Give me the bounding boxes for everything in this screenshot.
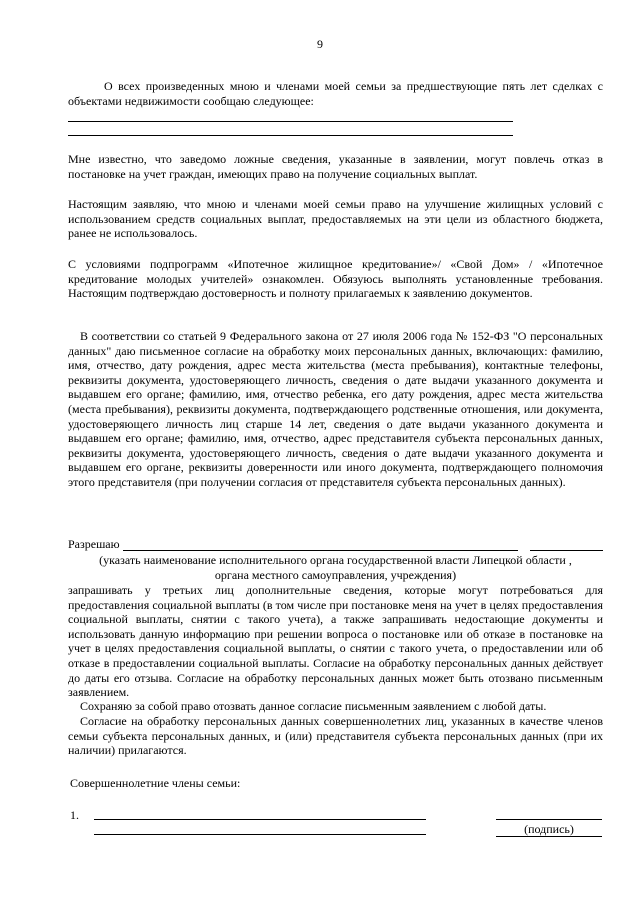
transactions-line-2 (68, 135, 513, 136)
no-prior-use-confirmation: Настоящим заявляю, что мною и членами моей семьи право на улучшение жилищных условий с использованием средств социальных выплат, предоставляемых на эти цели из областного бюджета, ранее не использовалось. (68, 197, 603, 241)
member-name-line-2 (94, 834, 426, 835)
withdraw-right: Сохраняю за собой право отозвать данное согласие письменным заявлением с любой даты. (80, 699, 547, 713)
transactions-line-1 (68, 121, 513, 122)
subprogram-conditions: С условиями подпрограмм «Ипотечное жилищное кредитование»/ «Свой Дом» / «Ипотечное кредитование молодых учителей» ознакомлен. Обязуюсь выполнять установленные требования. Настоящим подтверждаю достоверность и полноту прилагаемых к заявлению документов. (68, 257, 603, 301)
page-number: 9 (317, 37, 323, 51)
adult-members-heading: Совершеннолетние члены семьи: (70, 776, 241, 790)
personal-data-consent: В соответствии со статьей 9 Федерального закона от 27 июля 2006 года № 152-ФЗ "О персональных данных" даю письменное согласие на обработку моих персональных данных, включающих: фамилию, имя, отчество, дату рождения, адрес места жительства (места пребывания), контактные телефоны, реквизиты документа, удостоверяющего личность, сведения о дате выдачи указанного документа и выдавшем его органе; фамилию, имя, отчество ребенка, его дату рождения, адрес места жительства (места пребывания), реквизиты документа, подтверждающего родственные отношения, или документа, удостоверяющего личность лиц старше 14 лет, сведения о дате выдачи указанного документа и выдавшем его органе; фамилию, имя, отчество, адрес представителя субъекта персональных данных, реквизиты документа, удостоверяющего личность, сведения о дате выдачи указанного документа и выдавшем его органе, реквизиты доверенности или иного документа, подтверждающего полномочия этого представителя (при получении согласия от представителя субъекта персональных данных). (68, 329, 603, 489)
adult-members-consent: Согласие на обработку персональных данных совершеннолетних лиц, указанных в качестве членов семьи субъекта персональных данных, и (или) представителя субъекта персональных данных (при их наличии) прилагаются. (68, 714, 603, 758)
signature-caption-line (496, 836, 602, 837)
authorize-body: запрашивать у третьих лиц дополнительные сведения, которые могут потребоваться для предоставления социальной выплаты (в том числе при постановке меня на учет в целях предоставления социальной выплаты, снятии с такого учета), а также запрашивать недостающие документы и использовать данную информацию при решении вопроса о постановке или об отказе в постановке на учет в целях предоставления социальной выплаты, о снятии с такого учета, о предоставлении или об отказе в предоставлении социальной выплаты. Согласие на обработку персональных данных действует до даты его отзыва. Согласие на обработку персональных данных может быть отозвано письменным заявлением. (68, 583, 603, 700)
authority-hint-line-1: (указать наименование исполнительного органа государственной власти Липецкой области , (99, 553, 572, 567)
transactions-intro: О всех произведенных мною и членами моей семьи за предшествующие пять лет сделках с объектами недвижимости сообщаю следующее: (68, 79, 603, 108)
member-item-number: 1. (70, 808, 79, 822)
member-name-line-1 (94, 819, 426, 820)
authority-hint-line-2: органа местного самоуправления, учреждения) (214, 568, 457, 582)
signature-caption: (подпись) (524, 822, 574, 836)
authority-name-line-end (530, 550, 603, 551)
authority-name-line (123, 550, 518, 551)
signature-line (496, 819, 602, 820)
authorize-label: Разрешаю (68, 537, 120, 551)
false-info-warning: Мне известно, что заведомо ложные сведения, указанные в заявлении, могут повлечь отказ в постановке на учет граждан, имеющих право на получение социальных выплат. (68, 152, 603, 181)
